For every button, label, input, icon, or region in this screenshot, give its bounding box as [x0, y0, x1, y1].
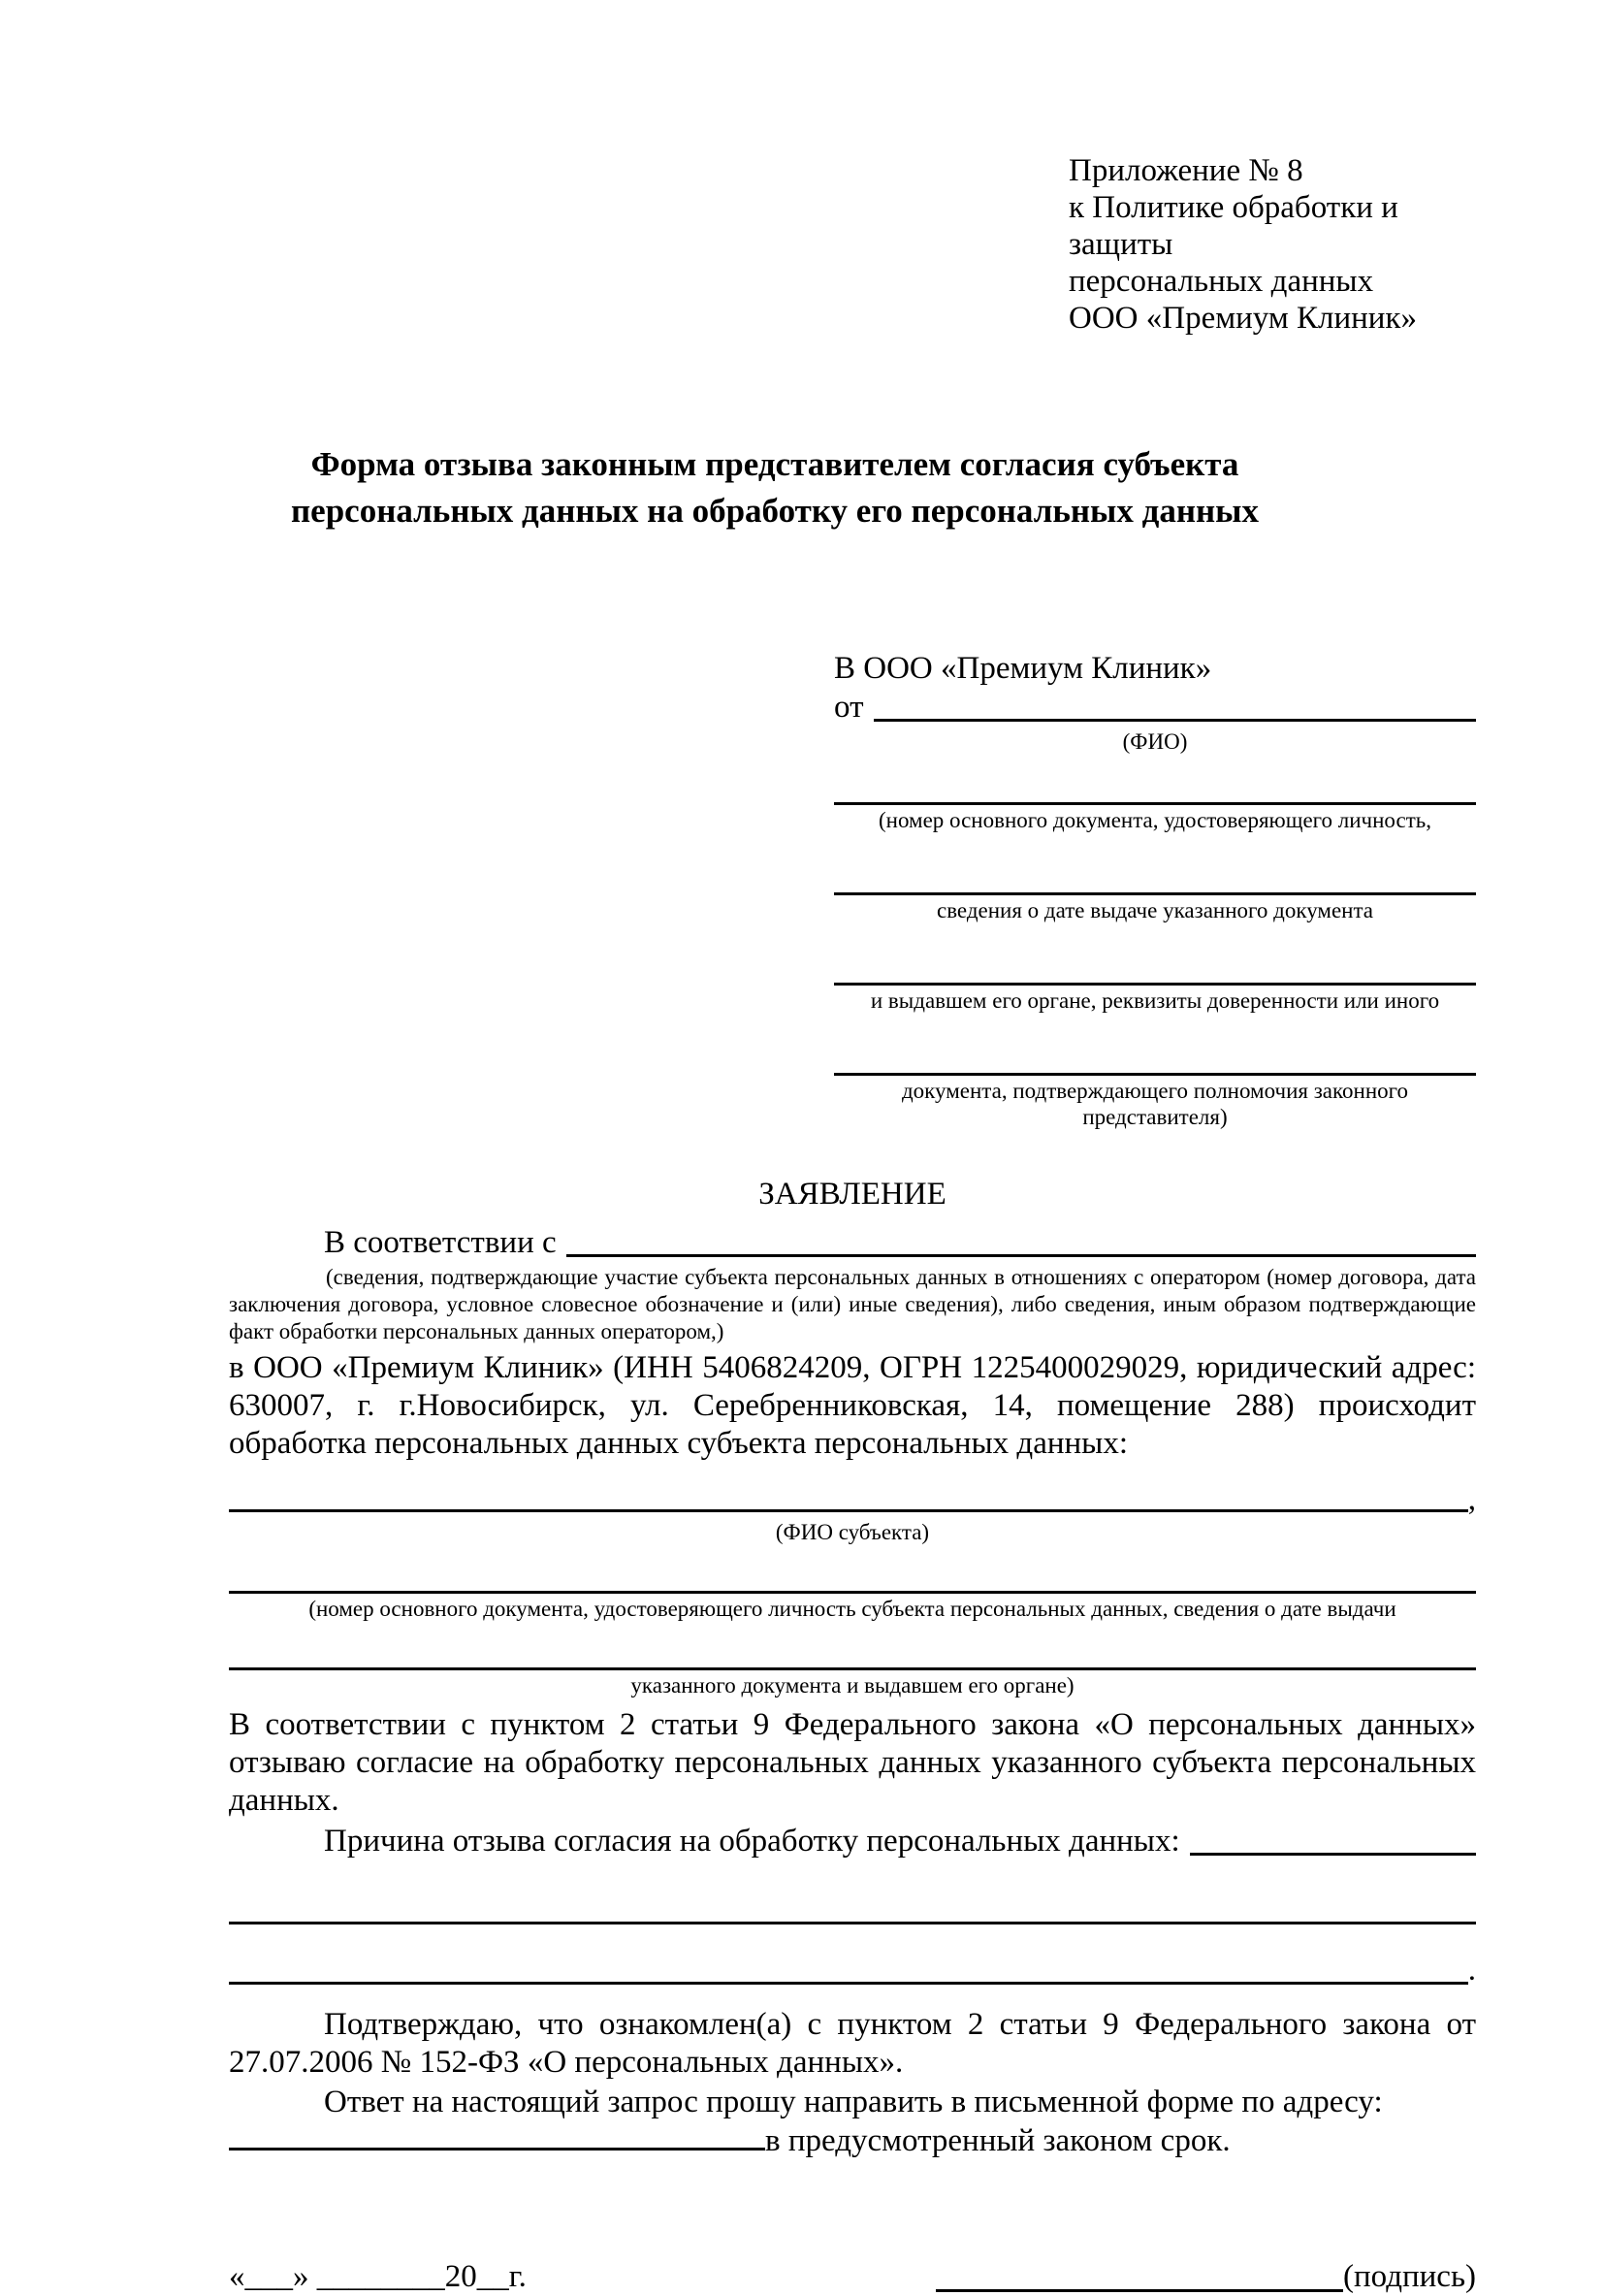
- reason-line-2-row: [229, 1953, 1476, 1988]
- intro-label: В соответствии с: [324, 1225, 557, 1260]
- signature-field[interactable]: [936, 2263, 1343, 2292]
- doc-caption-3: и выдавшем его органе, реквизиты доверенности или иного: [870, 988, 1440, 1013]
- representative-fio-field[interactable]: [874, 688, 1477, 722]
- page-title-line: персональных данных на обработку его персональных данных: [291, 492, 1259, 530]
- reply-address-row: [229, 2121, 1476, 2160]
- fio-caption: (ФИО): [1122, 729, 1188, 754]
- operator-paragraph: в ООО «Премиум Клиник» (ИНН 5406824209, ОГРН 1225400029029, юридический адрес: 630007, г. г.Новосибирск, ул. Серебренниковская, 14, помещение 288) происходит обработка персональных данных субъекта персональных данных:: [229, 1350, 1476, 1461]
- representative-doc-field-3[interactable]: [834, 956, 1476, 986]
- appendix-line: к Политике обработки и защиты: [1069, 190, 1398, 262]
- reason-label: Причина отзыва согласия на обработку персональных данных:: [324, 1824, 1180, 1859]
- subject-line-comma: ,: [1467, 1482, 1476, 1517]
- reason-line-period: .: [1467, 1953, 1476, 1988]
- reply-address-field[interactable]: [229, 2121, 765, 2150]
- subject-fio-field[interactable]: [229, 1482, 1468, 1512]
- addressee-block: [834, 649, 1476, 1130]
- reason-field-line-2[interactable]: [229, 1956, 1468, 1985]
- date-field[interactable]: «___» ________20__г.: [229, 2259, 527, 2294]
- reply-paragraph: Ответ на настоящий запрос прошу направить в письменной форме по адресу:: [324, 2085, 1383, 2119]
- doc-caption-2: сведения о дате выдаче указанного документа: [936, 898, 1374, 922]
- reason-field-line-1[interactable]: [229, 1895, 1476, 1924]
- confirm-paragraph: Подтверждаю, что ознакомлен(а) с пунктом 2 статьи 9 Федерального закона от 27.07.2006 № 152-ФЗ «О персональных данных».: [229, 2007, 1476, 2080]
- doc-caption-1: (номер основного документа, удостоверяющего личность,: [878, 808, 1431, 832]
- appendix-line: Приложение № 8: [1069, 153, 1303, 188]
- footer-row: [229, 2257, 1476, 2296]
- intro-note: (сведения, подтверждающие участие субъекта персональных данных в отношениях с оператором (номер договора, дата заключения договора, условное словесное обозначение и (или) иные сведения), либо сведения, иным образом подтверждающие факт обработки персональных данных оператором,): [229, 1265, 1476, 1343]
- representative-doc-field-4[interactable]: [834, 1047, 1476, 1076]
- subject-doc-field-2[interactable]: [229, 1641, 1476, 1670]
- reason-row: [229, 1822, 1476, 1860]
- appendix-line: персональных данных: [1069, 264, 1374, 299]
- from-label: от: [834, 690, 864, 725]
- basis-field[interactable]: [566, 1223, 1476, 1257]
- subject-fio-caption: (ФИО субъекта): [775, 1520, 930, 1544]
- page-title: [229, 441, 1321, 534]
- doc-caption-4: документа, подтверждающего полномочия законного представителя): [901, 1079, 1408, 1129]
- from-row: [834, 688, 1476, 727]
- signature-caption: (подпись): [1343, 2259, 1476, 2294]
- addressee-to: В ООО «Премиум Клиник»: [834, 651, 1212, 686]
- page-title-line: Форма отзыва законным представителем согласия субъекта: [310, 445, 1239, 483]
- intro-row: [229, 1223, 1476, 1262]
- signature-group: [936, 2257, 1476, 2296]
- subject-doc-caption-2: указанного документа и выдавшем его органе): [630, 1673, 1075, 1698]
- appendix-block: [1069, 152, 1476, 337]
- reply-suffix: в предусмотренный законом срок.: [765, 2123, 1231, 2158]
- reason-field-inline[interactable]: [1190, 1822, 1476, 1856]
- subject-doc-caption-1: (номер основного документа, удостоверяющего личность субъекта персональных данных, сведения о дате выдачи: [308, 1597, 1396, 1621]
- subject-fio-row: [229, 1482, 1476, 1517]
- statement-heading: ЗАЯВЛЕНИЕ: [758, 1177, 946, 1212]
- withdraw-paragraph: В соответствии с пунктом 2 статьи 9 Федерального закона «О персональных данных» отзываю согласие на обработку персональных данных указанного субъекта персональных данных.: [229, 1707, 1476, 1818]
- representative-doc-field-1[interactable]: [834, 776, 1476, 805]
- representative-doc-field-2[interactable]: [834, 866, 1476, 895]
- subject-doc-field-1[interactable]: [229, 1565, 1476, 1594]
- appendix-line: ООО «Премиум Клиник»: [1069, 301, 1417, 336]
